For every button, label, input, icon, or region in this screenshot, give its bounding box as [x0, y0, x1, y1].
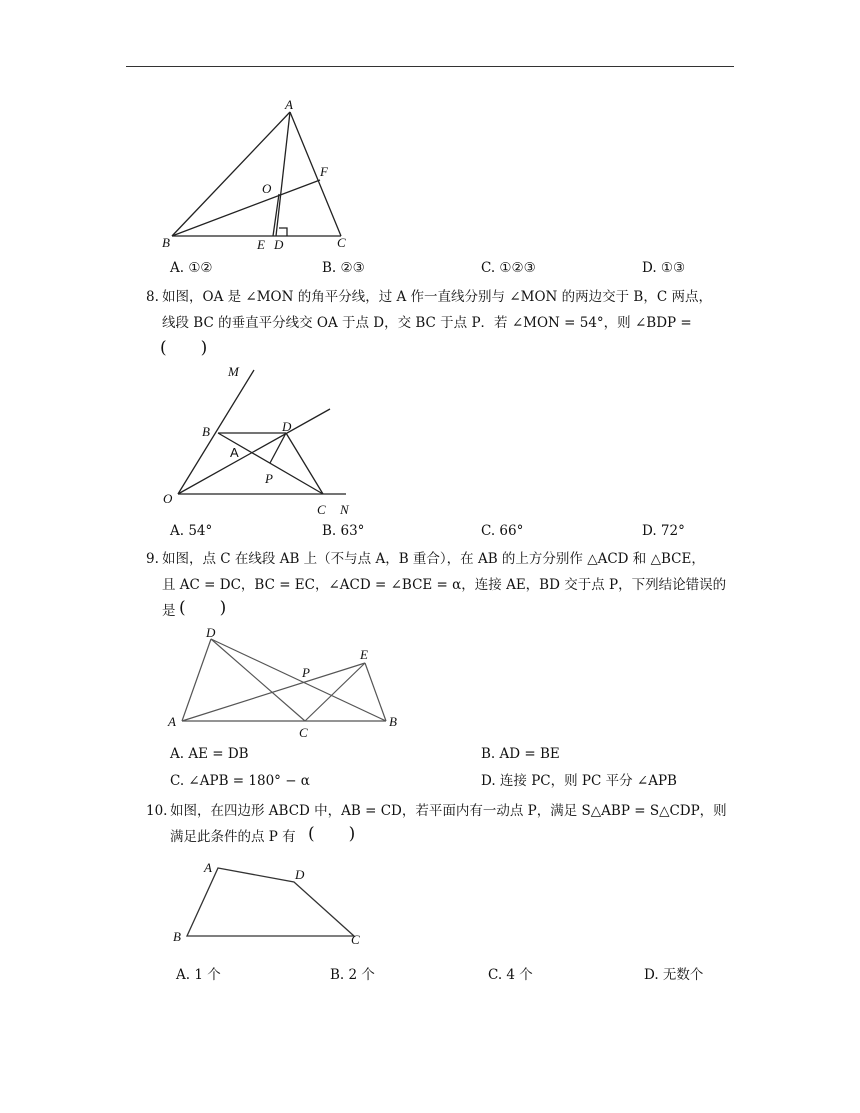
q8-answer-paren: ( ) — [160, 338, 208, 358]
q9-label-A: A — [168, 714, 176, 729]
q9-text-line1: 如图，点 C 在线段 AB 上（不与点 A，B 重合），在 AB 的上方分别作 △ACD 和 △BCE， — [162, 551, 705, 567]
q10-text-line2: 满足此条件的点 P 有 — [170, 829, 296, 845]
q9-option-d: D. 连接 PC，则 PC 平分 ∠APB — [481, 773, 677, 789]
q10-option-c: C. 4 个 — [488, 967, 533, 983]
q7-option-a: A. ①② — [170, 260, 213, 276]
q9-answer-paren: ( ) — [179, 598, 227, 618]
q7-label-O: O — [262, 181, 272, 196]
q9-option-b: B. AD = BE — [481, 746, 560, 762]
q8-angle-figure — [160, 362, 360, 517]
q9-triangles-figure — [160, 625, 420, 745]
q10-label-C: C — [351, 932, 360, 947]
q10-label-B: B — [173, 929, 181, 944]
q9-text-line3: 是 — [162, 603, 176, 619]
q10-label-A: A — [204, 860, 212, 875]
q8-label-D: D — [282, 419, 292, 434]
q9-number: 9. — [146, 551, 159, 567]
q10-option-d: D. 无数个 — [644, 967, 704, 983]
q8-option-c: C. 66° — [481, 523, 524, 539]
q8-label-P: P — [265, 471, 273, 486]
q9-option-c: C. ∠APB = 180° − α — [170, 773, 310, 789]
q8-option-b: B. 63° — [322, 523, 365, 539]
q9-option-a: A. AE = DB — [170, 746, 249, 762]
q7-label-D: D — [274, 237, 284, 252]
q9-label-B: B — [389, 714, 397, 729]
q7-label-B: B — [162, 235, 170, 250]
q10-option-a: A. 1 个 — [176, 967, 221, 983]
q8-label-N: N — [340, 502, 349, 517]
q10-quadrilateral-figure — [168, 855, 378, 955]
q8-number: 8. — [146, 289, 159, 305]
q8-label-A: A — [230, 445, 239, 460]
q10-answer-paren: ( ) — [308, 824, 356, 844]
q8-text-line1: 如图，OA 是 ∠MON 的角平分线，过 A 作一直线分别与 ∠MON 的两边交于 B，C 两点， — [162, 289, 712, 305]
q8-option-d: D. 72° — [642, 523, 685, 539]
q8-label-B: B — [202, 424, 210, 439]
q10-text-line1: 如图，在四边形 ABCD 中，AB = CD，若平面内有一动点 P，满足 S△ABP = S△CDP，则 — [170, 803, 727, 819]
q10-label-D: D — [295, 867, 305, 882]
q7-option-b: B. ②③ — [322, 260, 365, 276]
q9-label-C: C — [299, 725, 308, 740]
q7-label-C: C — [337, 235, 346, 250]
q9-text-line2: 且 AC = DC，BC = EC，∠ACD = ∠BCE = α，连接 AE，BD 交于点 P，下列结论错误的 — [162, 577, 727, 593]
q8-option-a: A. 54° — [170, 523, 213, 539]
q8-label-O: O — [163, 491, 173, 506]
q7-label-A: A — [285, 97, 293, 112]
q7-option-d: D. ①③ — [642, 260, 686, 276]
q8-label-M: M — [228, 364, 239, 379]
header-rule — [126, 66, 734, 67]
q9-label-E: E — [360, 647, 368, 662]
q8-label-C: C — [317, 502, 326, 517]
q7-label-E: E — [257, 237, 265, 252]
q9-label-P: P — [302, 665, 310, 680]
q8-text-line2: 线段 BC 的垂直平分线交 OA 于点 D，交 BC 于点 P．若 ∠MON = 54°，则 ∠BDP = — [162, 315, 692, 331]
q7-label-F: F — [320, 164, 328, 179]
q9-label-D: D — [206, 625, 216, 640]
q10-number: 10. — [146, 803, 168, 819]
q7-triangle-figure — [160, 98, 360, 258]
q7-option-c: C. ①②③ — [481, 260, 536, 276]
q10-option-b: B. 2 个 — [330, 967, 375, 983]
